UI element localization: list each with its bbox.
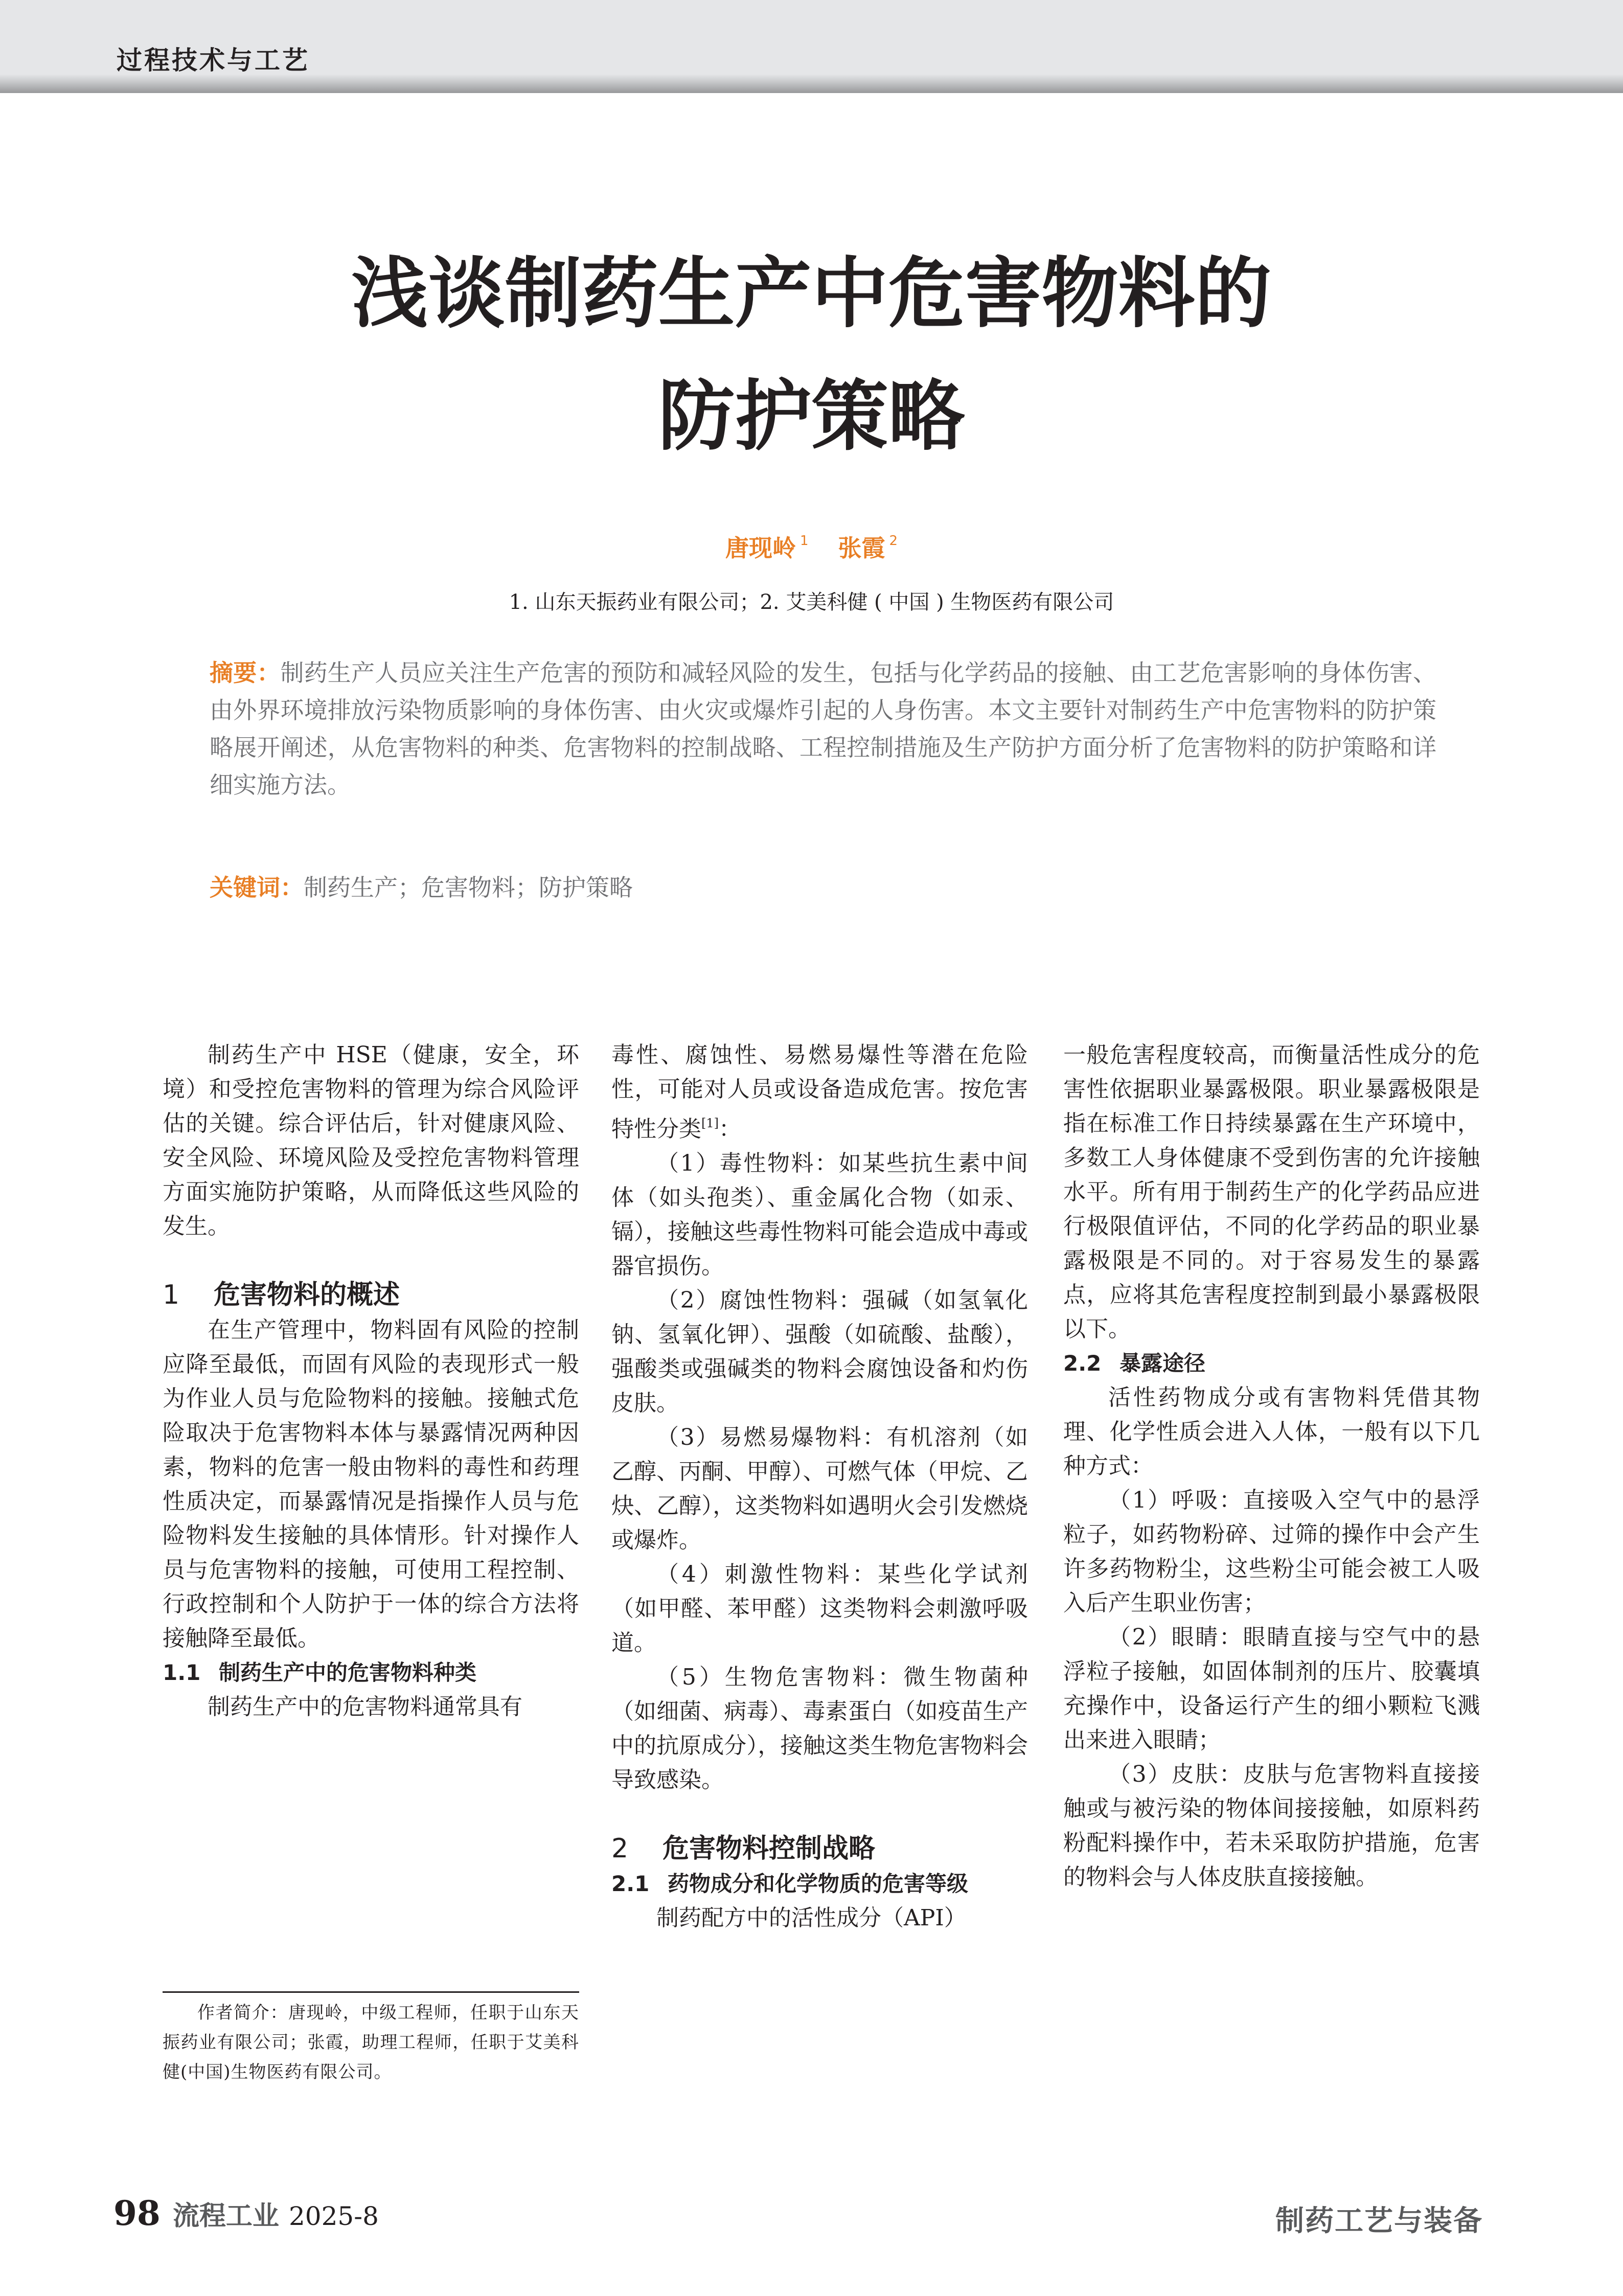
body-paragraph: 活性药物成分或有害物料凭借其物理、化学性质会进入人体，一般有以下几种方式：: [1063, 1384, 1480, 1479]
article-title-line-1: 浅谈制药生产中危害物料的: [351, 249, 1272, 338]
list-item: （4）刺激性物料：某些化学试剂（如甲醛、苯甲醛）这类物料会刺激呼吸道。: [611, 1561, 1028, 1656]
subsection-number: 1.1: [163, 1660, 201, 1685]
body-column-3: [1063, 1038, 1480, 1894]
list-item: （1）呼吸：直接吸入空气中的悬浮粒子，如药物粉碎、过筛的操作中会产生许多药物粉尘，这些粉尘可能会被工人吸入后产生职业伤害；: [1063, 1487, 1480, 1616]
body-paragraph: 在生产管理中，物料固有风险的控制应降至最低，而固有风险的表现形式一般为作业人员与危险物料的接触。接触式危险取决于危害物料本体与暴露情况两种因素，物料的危害一般由物料的毒性和药理性质决定，而暴露情况是指操作人员与危险物料发生接触的具体情形。针对操作人员与危害物料的接触，可使用工程控制、行政控制和个人防护于一体的综合方法将接触降至最低。: [163, 1317, 579, 1651]
author-affiliation-number: 2: [889, 533, 898, 549]
abstract-label: 摘要：: [210, 659, 281, 687]
subsection-number: 2.1: [611, 1871, 650, 1896]
column-name: 制药工艺与装备: [1275, 2204, 1483, 2238]
keywords: [210, 869, 633, 903]
abstract: [210, 654, 1436, 804]
journal-name: 流程工业: [172, 2200, 279, 2232]
paragraph-text: ：: [719, 1116, 741, 1142]
subsection-title: 药物成分和化学物质的危害等级: [668, 1871, 969, 1896]
article-title-line-2: 防护策略: [658, 372, 965, 461]
list-item: （3）皮肤：皮肤与危害物料直接接触或与被污染的物体间接接触，如原料药粉配料操作中，若未采取防护措施，危害的物料会与人体皮肤直接接触。: [1063, 1761, 1480, 1890]
body-column-2: [611, 1038, 1028, 1935]
abstract-text: 制药生产人员应关注生产危害的预防和减轻风险的发生，包括与化学药品的接触、由工艺危害影响的身体伤害、由外界环境排放污染物质影响的身体伤害、由火灾或爆炸引起的人身伤害。本文主要针对制药生产中危害物料的防护策略展开阐述，从危害物料的种类、危害物料的控制战略、工程控制措施及生产防护方面分析了危害物料的防护策略和详细实施方法。: [210, 659, 1437, 799]
subsection-heading-1-1: [163, 1655, 579, 1690]
list-item: （1）毒性物料：如某些抗生素中间体（如头孢类）、重金属化合物（如汞、镉），接触这些毒性物料可能会造成中毒或器官损伤。: [611, 1150, 1028, 1279]
citation-ref: [1]: [701, 1116, 719, 1130]
keywords-text: 制药生产；危害物料；防护策略: [304, 874, 633, 901]
author-footnote: [163, 1991, 579, 2087]
author-list: [0, 530, 1623, 563]
section-number: 2: [611, 1833, 629, 1864]
list-item: （3）易燃易爆物料：有机溶剂（如乙醇、丙酮、甲醇）、可燃气体（甲烷、乙炔、乙醇），这类物料如遇明火会引发燃烧或爆炸。: [611, 1424, 1028, 1553]
list-item: （2）眼睛：眼睛直接与空气中的悬浮粒子接触，如固体制剂的压片、胶囊填充操作中，设备运行产生的细小颗粒飞溅出来进入眼睛；: [1063, 1624, 1480, 1753]
list-item: （2）腐蚀性物料：强碱（如氢氧化钠、氢氧化钾）、强酸（如硫酸、盐酸），强酸类或强碱类的物料会腐蚀设备和灼伤皮肤。: [611, 1287, 1028, 1416]
page-number: 98: [113, 2193, 161, 2233]
author-name: 唐现岭: [725, 534, 796, 562]
issue-number: 2025-8: [288, 2201, 379, 2231]
section-title: 危害物料控制战略: [662, 1833, 876, 1864]
keywords-label: 关键词：: [210, 874, 304, 901]
paragraph-text: 制药生产中的危害物料通常具有: [208, 1694, 522, 1720]
subsection-number: 2.2: [1063, 1351, 1102, 1376]
paragraph-text: 毒性、腐蚀性、易燃易爆性等潜在危险性，可能对人员或设备造成危害。按危害特性分类: [611, 1042, 1028, 1142]
section-name: 过程技术与工艺: [117, 46, 310, 75]
body-paragraph-continued: 一般危害程度较高，而衡量活性成分的危害性依据职业暴露极限。职业暴露极限是指在标准工作日持续暴露在生产环境中，多数工人身体健康不受到伤害的允许接触水平。所有用于制药生产的化学药品应进行极限值评估，不同的化学药品的职业暴露极限是不同的。对于容易发生的暴露点，应将其危害程度控制到最小暴露极限以下。: [1063, 1042, 1480, 1342]
section-heading-1: [163, 1277, 579, 1313]
body-paragraph: [163, 1690, 579, 1724]
body-paragraph: 制药配方中的活性成分（API）: [656, 1905, 967, 1931]
body-column-1: [163, 1038, 579, 1724]
list-item: （5）生物危害物料：微生物菌种（如细菌、病毒）、毒素蛋白（如疫苗生产中的抗原成分），接触这类生物危害物料会导致感染。: [611, 1664, 1028, 1793]
page-footer-left: [113, 2193, 379, 2233]
intro-paragraph: 制药生产中 HSE（健康，安全，环境）和受控危害物料的管理为综合风险评估的关键。综合评估后，针对健康风险、安全风险、环境风险及受控危害物料管理方面实施防护策略，从而降低这些风险的发生。: [163, 1042, 579, 1239]
subsection-heading-2-2: [1063, 1346, 1480, 1380]
subsection-title: 暴露途径: [1119, 1351, 1206, 1376]
author-affiliation-number: 1: [799, 533, 809, 549]
author-name: 张霞: [838, 534, 885, 562]
body-paragraph-continued: [611, 1038, 1028, 1146]
affiliations: 1. 山东天振药业有限公司；2. 艾美科健 ( 中国 ) 生物医药有限公司: [509, 590, 1114, 614]
footnote-text: 作者简介：唐现岭，中级工程师，任职于山东天振药业有限公司；张霞，助理工程师，任职于艾美科健(中国)生物医药有限公司。: [163, 2003, 579, 2082]
section-number: 1: [163, 1280, 180, 1310]
subsection-heading-2-1: [611, 1867, 1028, 1901]
section-heading-2: [611, 1831, 1028, 1867]
subsection-title: 制药生产中的危害物料种类: [219, 1660, 477, 1685]
section-title: 危害物料的概述: [214, 1280, 400, 1310]
